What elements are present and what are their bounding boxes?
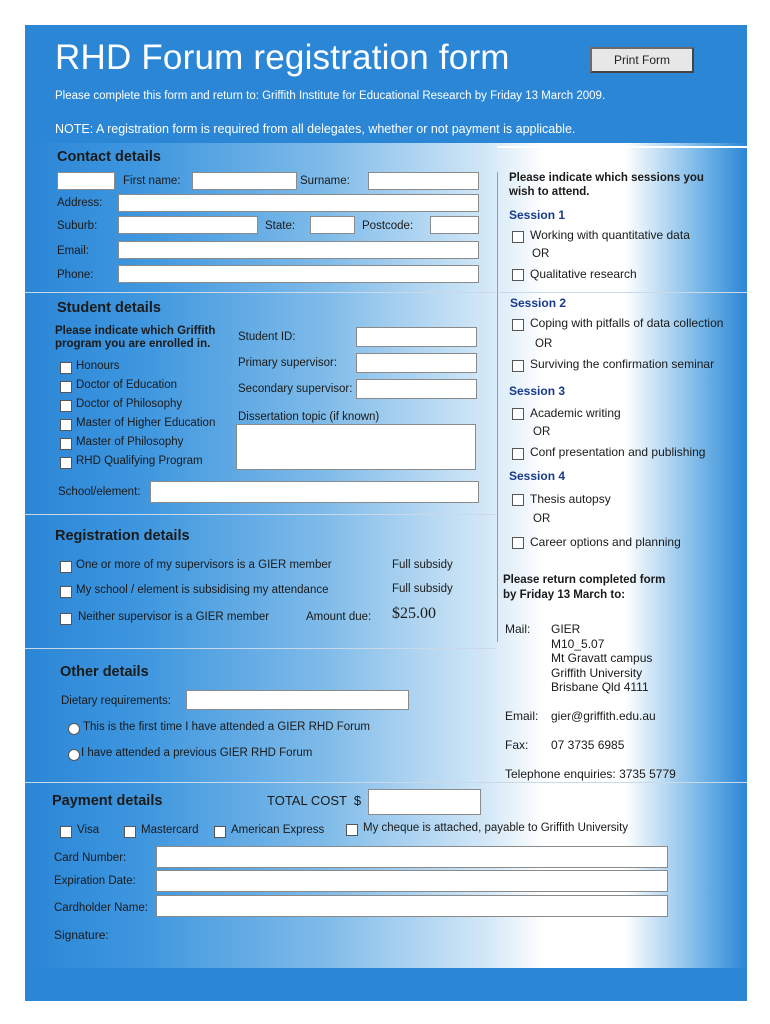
program-label: RHD Qualifying Program [76,455,203,467]
mail-line: Brisbane Qld 4111 [551,680,649,694]
contact-section-title: Contact details [57,149,161,165]
session-option-label: Surviving the confirmation seminar [530,357,715,371]
previous-attendance-label: I have attended a previous GIER RHD Forum [81,747,313,759]
session-option-label: Academic writing [530,406,621,420]
session-1-option-b-checkbox[interactable] [512,269,524,281]
telephone-enquiries: Telephone enquiries: 3735 5779 [505,767,676,781]
dietary-field[interactable] [186,690,409,710]
expiration-field[interactable] [156,870,668,892]
session-option-label: Career options and planning [530,535,681,549]
note-text: NOTE: A registration form is required from all delegates, whether or not payment is applicable. [55,122,576,136]
program-checkbox-master-philosophy[interactable] [60,438,72,450]
program-label: Doctor of Education [76,379,178,391]
address-label: Address: [57,197,103,209]
email-contact-value: gier@griffith.edu.au [551,709,656,723]
instructions-text: Please complete this form and return to: Griffith Institute for Educational Research by Friday 13 March 2009. [55,90,606,102]
mastercard-checkbox[interactable] [124,826,136,838]
school-label: School/element: [58,486,141,498]
registration-option-value: Full subsidy [392,559,453,571]
fax-value: 07 3735 6985 [551,738,625,752]
section-divider [25,292,495,293]
page-title: RHD Forum registration form [55,38,510,77]
registration-option-value: Full subsidy [392,583,453,595]
amex-checkbox[interactable] [214,826,226,838]
mail-line: GIER [551,622,581,636]
mastercard-label: Mastercard [141,824,199,836]
column-separator [497,172,498,642]
session-3-title: Session 3 [509,384,566,398]
session-2-title: Session 2 [510,296,567,310]
phone-label: Phone: [57,269,94,281]
session-2-option-b-checkbox[interactable] [512,360,524,372]
state-field[interactable] [310,216,355,234]
postcode-field[interactable] [430,216,479,234]
session-option-label: Thesis autopsy [530,492,611,506]
fax-label: Fax: [505,738,529,752]
program-prompt-2: program you are enrolled in. [55,338,211,350]
print-form-button[interactable]: Print Form [590,47,694,73]
amount-due-label: Amount due: [306,611,372,623]
email-label: Email: [57,245,89,257]
email-contact-label: Email: [505,709,539,723]
program-label: Doctor of Philosophy [76,398,183,410]
suburb-field[interactable] [118,216,258,234]
email-field[interactable] [118,241,479,259]
session-option-label: Working with quantitative data [530,228,690,242]
program-label: Honours [76,360,120,372]
postcode-label: Postcode: [362,220,414,232]
secondary-supervisor-field[interactable] [356,379,477,399]
mail-label: Mail: [505,622,531,636]
mail-line: M10_5.07 [551,637,605,651]
program-prompt: Please indicate which Griffith [55,325,216,337]
primary-supervisor-field[interactable] [356,353,477,373]
session-3-option-b-checkbox[interactable] [512,448,524,460]
right-divider [497,146,747,148]
return-heading: Please return completed form [503,574,666,586]
program-checkbox-doctor-philosophy[interactable] [60,400,72,412]
visa-checkbox[interactable] [60,826,72,838]
or-label: OR [535,338,553,350]
first-time-label: This is the first time I have attended a GIER RHD Forum [83,721,370,733]
mail-line: Griffith University [551,666,643,680]
program-checkbox-doctor-education[interactable] [60,381,72,393]
address-field[interactable] [118,194,479,212]
signature-label: Signature: [54,928,109,942]
session-1-option-a-checkbox[interactable] [512,231,524,243]
total-cost-label: TOTAL COST $ [267,793,362,808]
program-checkbox-rhd-qualifying[interactable] [60,457,72,469]
cardholder-field[interactable] [156,895,668,917]
sessions-prompt-2: wish to attend. [509,186,590,198]
section-divider [25,514,495,515]
or-label: OR [533,513,551,525]
payment-section-title: Payment details [52,793,163,809]
session-4-option-b-checkbox[interactable] [512,537,524,549]
title-field[interactable] [57,172,115,190]
student-section-title: Student details [57,300,161,316]
student-id-label: Student ID: [238,331,296,343]
or-label: OR [533,426,551,438]
session-option-label: Coping with pitfalls of data collection [530,316,724,330]
cardholder-label: Cardholder Name: [54,902,148,914]
suburb-label: Suburb: [57,220,98,232]
cheque-checkbox[interactable] [346,824,358,836]
total-cost-field[interactable] [368,789,481,815]
registration-checkbox-non-member[interactable] [60,613,72,625]
card-number-field[interactable] [156,846,668,868]
amount-due-value: $25.00 [392,605,436,622]
registration-section-title: Registration details [55,528,190,544]
program-label: Master of Higher Education [76,417,216,429]
other-section-title: Other details [60,664,149,680]
dissertation-field[interactable] [236,424,476,470]
session-option-label: Qualitative research [530,267,637,281]
program-checkbox-honours[interactable] [60,362,72,374]
registration-option-label: Neither supervisor is a GIER member [78,611,270,623]
session-4-title: Session 4 [509,469,566,483]
section-divider [25,648,495,649]
first-name-field[interactable] [192,172,297,190]
dissertation-label: Dissertation topic (if known) [238,411,380,423]
session-4-option-a-checkbox[interactable] [512,494,524,506]
registration-checkbox-supervisor-member[interactable] [60,561,72,573]
program-label: Master of Philosophy [76,436,184,448]
first-time-radio[interactable] [68,723,80,735]
primary-supervisor-label: Primary supervisor: [238,357,338,369]
sessions-prompt: Please indicate which sessions you [509,172,704,184]
registration-checkbox-school-subsidy[interactable] [60,586,72,598]
program-checkbox-master-higher-ed[interactable] [60,419,72,431]
mail-line: Mt Gravatt campus [551,651,653,665]
visa-label: Visa [77,824,100,836]
secondary-supervisor-label: Secondary supervisor: [238,383,353,395]
cheque-label: My cheque is attached, payable to Griffith University [363,822,629,834]
state-label: State: [265,220,296,232]
registration-option-label: My school / element is subsidising my attendance [76,584,329,596]
card-number-label: Card Number: [54,852,127,864]
session-option-label: Conf presentation and publishing [530,445,706,459]
previous-attendance-radio[interactable] [68,749,80,761]
footer-band [25,968,747,1001]
school-field[interactable] [150,481,479,503]
phone-field[interactable] [118,265,479,283]
first-name-label: First name: [123,175,181,187]
or-label: OR [532,248,550,260]
return-heading-2: by Friday 13 March to: [503,589,626,601]
amex-label: American Express [231,824,325,836]
dietary-label: Dietary requirements: [61,695,171,707]
session-3-option-a-checkbox[interactable] [512,408,524,420]
expiration-label: Expiration Date: [54,875,136,887]
student-id-field[interactable] [356,327,477,347]
session-2-option-a-checkbox[interactable] [512,319,524,331]
session-divider [499,292,747,293]
surname-field[interactable] [368,172,479,190]
section-divider [25,782,747,783]
surname-label: Surname: [300,175,350,187]
session-1-title: Session 1 [509,208,566,222]
registration-option-label: One or more of my supervisors is a GIER member [76,559,332,571]
